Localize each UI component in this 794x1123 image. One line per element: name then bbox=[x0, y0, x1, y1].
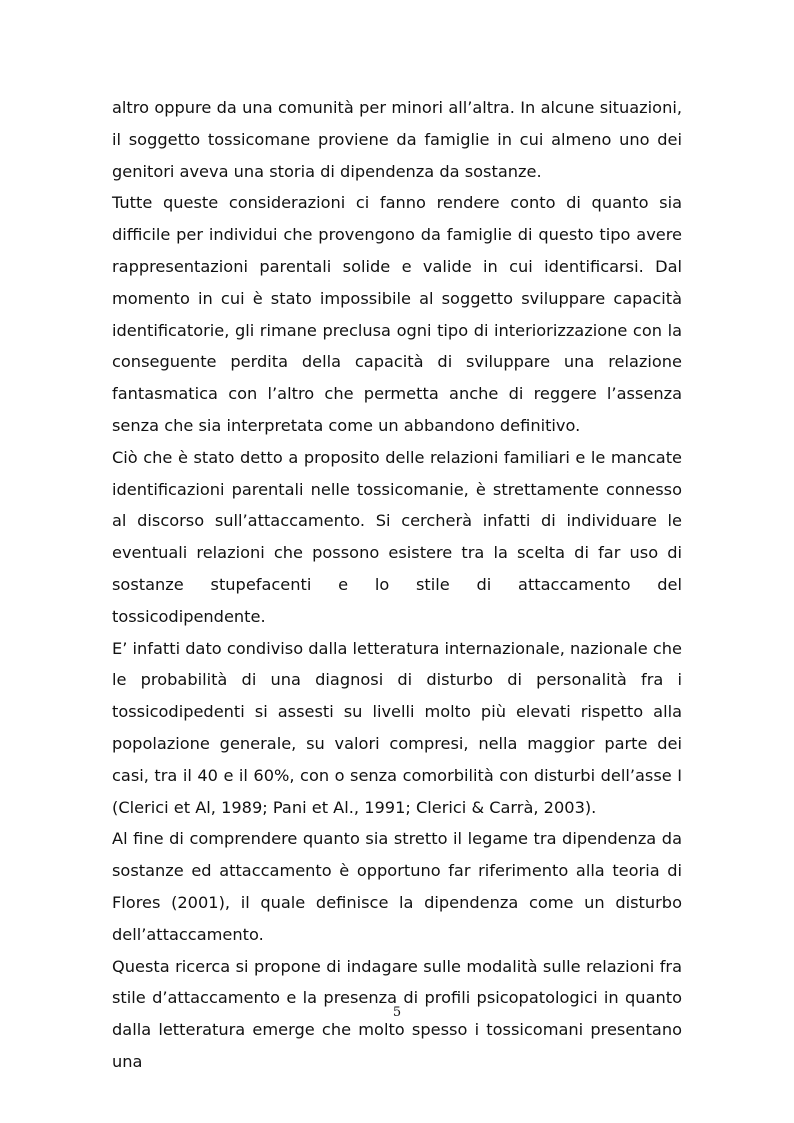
paragraph-6: Questa ricerca si propone di indagare sulle modalità sulle relazioni fra stile d’attaccamento e la presenza di profili psicopatologici in quanto dalla letteratura emerge che molto spesso i tossicomani presentano una bbox=[112, 956, 682, 1071]
paragraph-4: E’ infatti dato condiviso dalla letteratura internazionale, nazionale che le probabilità di una diagnosi di disturbo di personalità fra i tossicodipedenti si assesti su livelli molto più elevati rispetto alla popolazione generale, su valori compresi, nella maggior parte dei casi, tra il 40 e il 60%, con o senza comorbilità con disturbi dell’asse I (Clerici et Al, 1989; Pani et Al., 1991; Clerici & Carrà, 2003). bbox=[112, 638, 682, 817]
paragraph-2: Tutte queste considerazioni ci fanno rendere conto di quanto sia difficile per individui che provengono da famiglie di questo tipo avere rappresentazioni parentali solide e valide in cui identificarsi. Dal momento in cui è stato impossibile al soggetto sviluppare capacità identificatorie, gli rimane preclusa ogni tipo di interiorizzazione con la conseguente perdita della capacità di sviluppare una relazione fantasmatica con l’altro che permetta anche di reggere l’assenza senza che sia interpretata come un abbandono definitivo. bbox=[112, 193, 682, 435]
paragraph-5: Al fine di comprendere quanto sia stretto il legame tra dipendenza da sostanze ed attaccamento è opportuno far riferimento alla teoria di Flores (2001), il quale definisce la dipendenza come un disturbo dell’attaccamento. bbox=[112, 829, 682, 944]
body-text bbox=[112, 92, 682, 1078]
paragraph-3: Ciò che è stato detto a proposito delle relazioni familiari e le mancate identificazioni parentali nelle tossicomanie, è strettamente connesso al discorso sull’attaccamento. Si cercherà infatti di individuare le eventuali relazioni che possono esistere tra la scelta di far uso di sostanze stupefacenti e lo stile di attaccamento del tossicodipendente. bbox=[112, 447, 682, 626]
paragraph-1: altro oppure da una comunità per minori all’altra. In alcune situazioni, il soggetto tossicomane proviene da famiglie in cui almeno uno dei genitori aveva una storia di dipendenza da sostanze. bbox=[112, 98, 682, 181]
page-number: 5 bbox=[392, 1005, 402, 1020]
